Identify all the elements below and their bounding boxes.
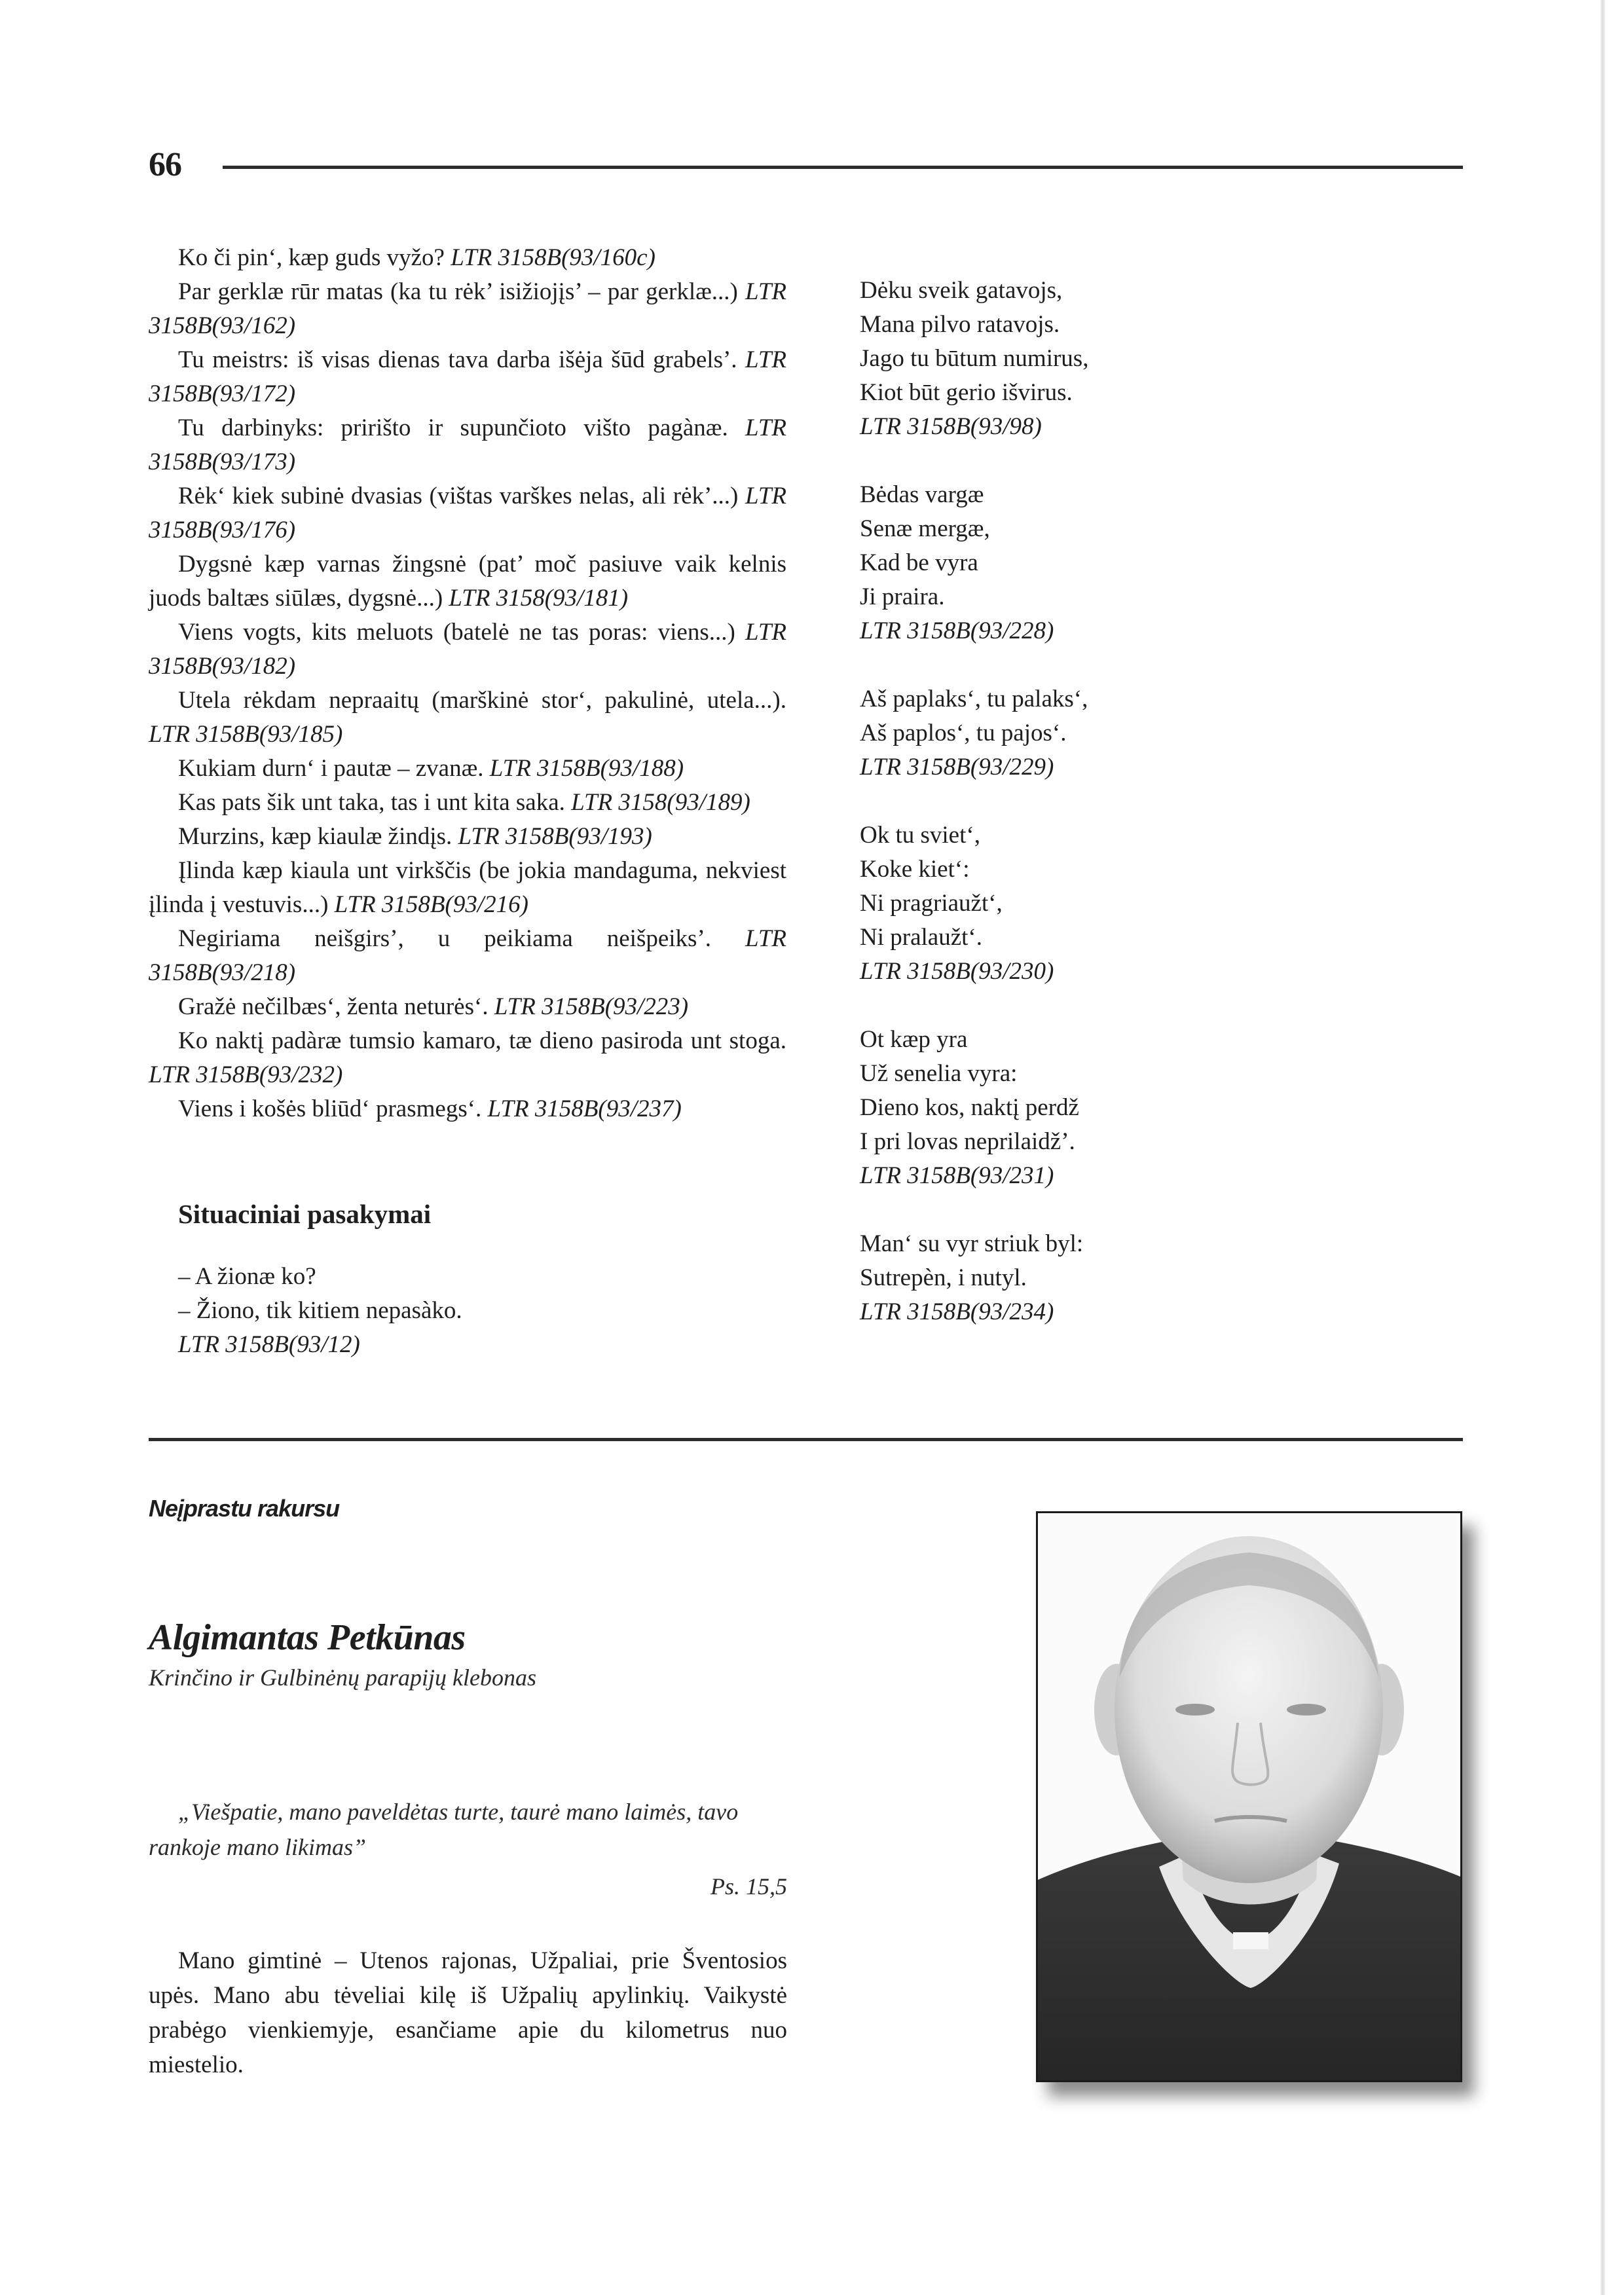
proverb-text: Utela rėkdam nepraaitų (marškinė stor‘, pakulinė, utela...). — [178, 687, 786, 714]
verse-line: Senæ mergæ, — [860, 515, 990, 542]
proverb — [149, 343, 786, 411]
proverb-text: Kas pats šik unt taka, tas i unt kita saka. — [178, 789, 572, 816]
proverb — [149, 1092, 786, 1126]
proverb — [149, 786, 786, 820]
archive-ref: LTR 3158B(93/218) — [149, 925, 786, 986]
proverb-text: Ko či pin‘, kæp guds vyžo? — [178, 244, 451, 271]
verse-stanza — [860, 1023, 1266, 1193]
verse-line: Ot kæp yra — [860, 1026, 968, 1053]
proverb-text: Ko naktį padàræ tumsio kamaro, tæ dieno pasiroda unt stoga. — [178, 1027, 786, 1054]
proverb-text: Negiriama neišgirs’, u peikiama neišpeiks’. — [178, 925, 745, 952]
archive-ref: LTR 3158B(93/228) — [860, 617, 1054, 644]
verse-line: Ni pragriaužt‘, — [860, 890, 1003, 917]
proverb — [149, 275, 786, 343]
verse-line: Sutrepèn, i nutyl. — [860, 1264, 1027, 1291]
archive-ref: LTR 3158B(93/98) — [860, 413, 1042, 440]
archive-ref: LTR 3158B(93/230) — [860, 958, 1054, 985]
verse-line: Mana pilvo ratavojs. — [860, 311, 1060, 338]
proverb — [149, 411, 786, 479]
proverbs-column — [149, 241, 786, 1362]
dialog-block — [178, 1260, 786, 1362]
proverb — [149, 854, 786, 922]
scan-edge — [1600, 0, 1605, 2295]
verse-line: Aš paplos‘, tu pajos‘. — [860, 720, 1067, 746]
epigraph-source: Ps. 15,5 — [710, 1873, 787, 1900]
proverb-text: Viens vogts, kits meluots (batelė ne tas poras: viens...) — [178, 619, 745, 646]
verse-line: Koke kiet‘: — [860, 856, 970, 883]
verse-stanza — [860, 274, 1266, 444]
archive-ref: LTR 3158B(93/160c) — [451, 244, 655, 271]
proverb — [149, 752, 786, 786]
verse-stanza — [860, 682, 1266, 784]
verse-line: Bėdas vargæ — [860, 481, 984, 508]
archive-ref: LTR 3158B(93/231) — [860, 1162, 1054, 1189]
verse-line: Man‘ su vyr striuk byl: — [860, 1230, 1084, 1257]
bio-paragraph: Mano gimtinė – Utenos rajonas, Užpaliai, prie Šventosios upės. Mano abu tėveliai kilę iš Užpalių apylinkių. Vaikystė prabėgo vienkiemyje, esančiame apie du kilometrus nuo miestelio. — [149, 1947, 787, 2078]
archive-ref: LTR 3158B(93/185) — [149, 721, 343, 748]
proverb-text: Tu meistrs: iš visas dienas tava darba išėja šūd grabels’. — [178, 346, 745, 373]
verse-stanza — [860, 478, 1266, 648]
verse-line: Ji praira. — [860, 583, 945, 610]
verse-line: Aš paplaks‘, tu palaks‘, — [860, 686, 1088, 712]
archive-ref: LTR 3158B(93/237) — [487, 1095, 682, 1122]
person-name: Algimantas Petkūnas — [149, 1617, 466, 1658]
dialog-line: – A žionæ ko? — [178, 1263, 316, 1290]
verse-line: Kiot būt gerio išvirus. — [860, 379, 1073, 406]
proverb-text: Kukiam durn‘ i pautæ – zvanæ. — [178, 755, 490, 782]
archive-ref: LTR 3158B(93/193) — [458, 823, 652, 850]
archive-ref: LTR 3158B(93/172) — [149, 346, 786, 407]
section-heading: Situaciniai pasakymai — [178, 1199, 432, 1229]
proverb-text: Gražė nečilbæs‘, ženta neturės‘. — [178, 993, 494, 1020]
proverb — [149, 479, 786, 547]
proverb — [149, 990, 786, 1024]
proverb-text: Dygsnė kæp varnas žingsnė (pat’ moč pasiuve vaik kelnis juods baltæs siūlæs, dygsnė...) — [149, 551, 786, 612]
archive-ref: LTR 3158(93/181) — [449, 585, 629, 612]
verse-stanza — [860, 1227, 1266, 1329]
verse-line: Ni pralaužt‘. — [860, 924, 982, 951]
archive-ref: LTR 3158B(93/12) — [178, 1331, 360, 1358]
portrait-photo — [1036, 1511, 1462, 2082]
proverb — [149, 241, 786, 275]
proverb — [149, 820, 786, 854]
verse-line: Kad be vyra — [860, 549, 978, 576]
archive-ref: LTR 3158B(93/216) — [334, 891, 528, 918]
verses-column — [860, 274, 1266, 1363]
proverb — [149, 547, 786, 615]
dialog-line: – Žiono, tik kitiem nepasàko. — [178, 1297, 462, 1324]
verse-line: Už senelia vyra: — [860, 1060, 1018, 1087]
archive-ref: LTR 3158B(93/223) — [494, 993, 689, 1020]
archive-ref: LTR 3158B(93/188) — [489, 755, 684, 782]
verse-line: Dėku sveik gatavojs, — [860, 277, 1063, 304]
archive-ref: LTR 3158B(93/162) — [149, 278, 786, 339]
proverb — [149, 922, 786, 990]
section-label: Neįprastu rakursu — [149, 1495, 340, 1522]
archive-ref: LTR 3158(93/189) — [571, 789, 750, 816]
proverb-text: Rėk‘ kiek subinė dvasias (vištas varškes nelas, ali rėk’...) — [178, 483, 745, 509]
proverb-text: Įlinda kæp kiaula unt virkščis (be jokia mandaguma, nekviest įlinda į vestuvis...) — [149, 857, 786, 918]
verse-line: Ok tu sviet‘, — [860, 822, 980, 849]
verse-line: Jago tu būtum numirus, — [860, 345, 1089, 372]
archive-ref: LTR 3158B(93/229) — [860, 754, 1054, 780]
proverb-text: Par gerklæ rūr matas (ka tu rėk’ isižiojįs’ – par gerklæ...) — [178, 278, 745, 305]
proverb — [149, 615, 786, 684]
verse-line: Dieno kos, naktį perdž — [860, 1094, 1079, 1121]
epigraph — [149, 1794, 787, 1904]
archive-ref: LTR 3158B(93/182) — [149, 619, 786, 680]
archive-ref: LTR 3158B(93/176) — [149, 483, 786, 543]
proverb-text: Tu darbinyks: pririšto ir supunčioto višto pagànæ. — [178, 414, 745, 441]
portrait-image — [1038, 1513, 1460, 2080]
epigraph-quote: „Viešpatie, mano paveldėtas turte, taurė mano laimės, tavo rankoje mano likimas” — [149, 1799, 739, 1860]
section-divider — [149, 1438, 1463, 1441]
proverb — [149, 1024, 786, 1092]
page-number: 66 — [149, 146, 181, 183]
archive-ref: LTR 3158B(93/232) — [149, 1061, 343, 1088]
verse-line: I pri lovas neprilaidž’. — [860, 1128, 1075, 1155]
archive-ref: LTR 3158B(93/234) — [860, 1298, 1054, 1325]
person-role: Krinčino ir Gulbinėnų parapijų klebonas — [149, 1664, 536, 1691]
proverb — [149, 684, 786, 752]
proverb-text: Viens i košės bliūd‘ prasmegs‘. — [178, 1095, 488, 1122]
archive-ref: LTR 3158B(93/173) — [149, 414, 786, 475]
biography — [149, 1943, 787, 2082]
proverb-text: Murzins, kæp kiaulæ žindįs. — [178, 823, 458, 850]
verse-stanza — [860, 818, 1266, 989]
header-rule — [223, 166, 1463, 169]
